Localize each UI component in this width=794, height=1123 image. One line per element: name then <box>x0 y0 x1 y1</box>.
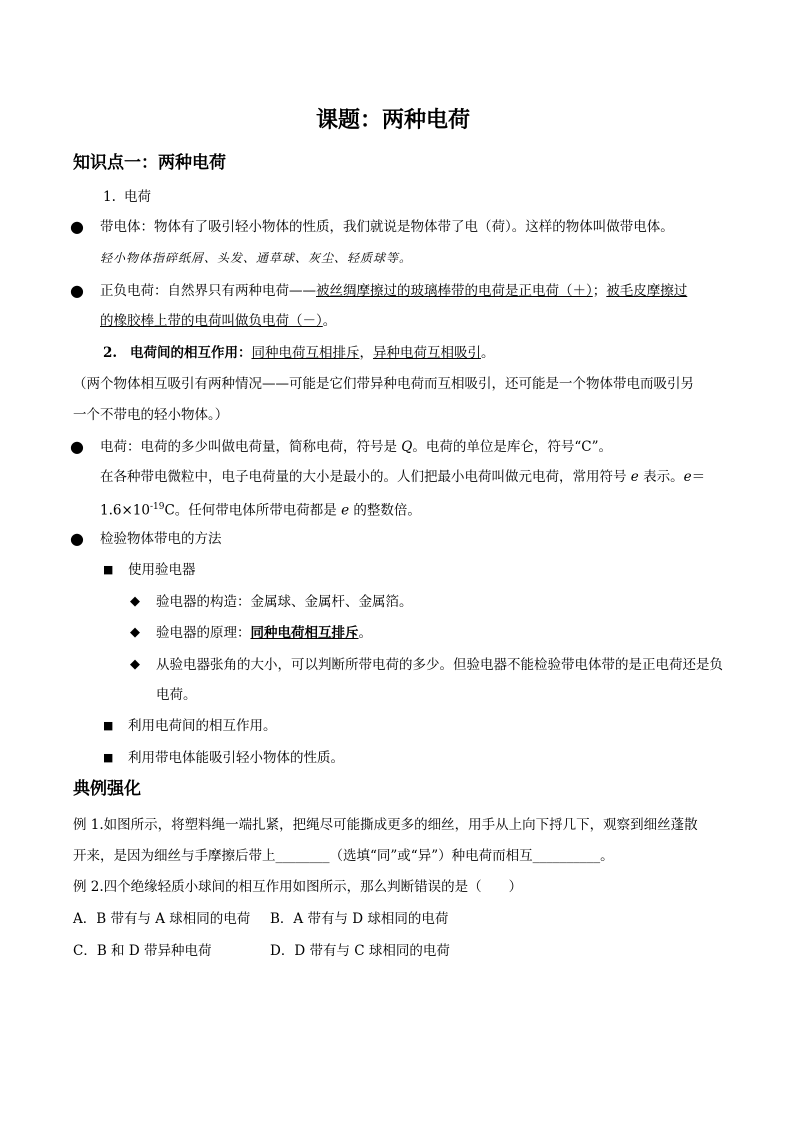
item2-line <box>103 343 494 363</box>
principle-value: 同种电荷相互排斥 <box>250 625 359 641</box>
charge-unit-text: 。电荷的单位是库仑，符号“C”。 <box>412 439 613 455</box>
pos-neg-positive: 被丝绸摩擦过的玻璃棒带的电荷是正电荷（＋） <box>316 283 593 299</box>
principle-label: 验电器的原理： <box>156 625 251 641</box>
example1-line2 <box>73 846 614 866</box>
bullet-diamond-icon: ◆ <box>130 625 140 640</box>
electroscope-structure: 验电器的构造：金属球、金属杆、金属箔。 <box>156 594 413 610</box>
pos-neg-negative-a: 被毛皮摩擦过 <box>606 283 688 299</box>
electroscope-angle-line1: 从验电器张角的大小，可以判断所带电荷的多少。但验电器不能检验带电体带的是正电荷还是负 <box>156 657 723 673</box>
detect-heading: 检验物体带电的方法 <box>100 531 222 547</box>
electroscope-principle <box>156 623 372 643</box>
charged-body-note: 轻小物体指碎纸屑、头发、通草球、灰尘、轻质球等。 <box>100 251 413 265</box>
bullet-square-icon: ■ <box>103 751 114 764</box>
elementary-charge-text: 在各种带电微粒中，电子电荷量的大小是最小的。人们把最小电荷叫做元电荷，常用符号 <box>100 469 631 485</box>
use-electroscope: 使用验电器 <box>128 562 196 578</box>
bullet-dot-icon: ● <box>70 217 84 236</box>
charge-amount-line1 <box>100 437 612 457</box>
example2-option-b[interactable]: B．A 带有与 D 球相同的电荷 <box>270 911 449 927</box>
bullet-dot-icon: ● <box>70 529 84 548</box>
bullet-diamond-icon: ◆ <box>130 657 140 672</box>
pos-neg-prefix: 正负电荷：自然界只有两种电荷—— <box>100 283 316 299</box>
charge-amount-line3 <box>100 497 421 521</box>
bullet-square-icon: ■ <box>103 719 114 732</box>
item2-number: 2. <box>103 345 118 361</box>
charge-amount-line2 <box>100 467 705 487</box>
use-interaction: 利用电荷间的相互作用。 <box>128 718 277 734</box>
item2-end: 。 <box>480 345 495 361</box>
use-attraction: 利用带电体能吸引轻小物体的性质。 <box>128 750 344 766</box>
electroscope-angle-line2: 电荷。 <box>156 687 197 703</box>
section-heading-knowledge: 知识点一：两种电荷 <box>73 153 226 173</box>
example2-stem: 例 2.四个绝缘轻质小球间的相互作用如图所示，那么判断错误的是（ ） <box>73 879 523 895</box>
charge-value: 1.6×10 <box>100 502 150 519</box>
principle-end: 。 <box>358 625 372 641</box>
integer-multiple-text: C。任何带电体所带电荷都是 <box>164 502 342 519</box>
paren-note-line1: （两个物体相互吸引有两种情况——可能是它们带异种电荷而互相吸引，还可能是一个物体带电而吸引另 <box>73 376 694 392</box>
example1-line1: 例 1.如图所示，将塑料绳一端扎紧，把绳尽可能撕成更多的细丝，用手从上向下捋几下，观察到细丝蓬散 <box>73 817 698 833</box>
equals-sign: ＝ <box>691 469 706 485</box>
paren-note-line2: 一个不带电的轻小物体。） <box>73 407 229 423</box>
section-heading-examples: 典例强化 <box>73 779 141 799</box>
example2-option-c[interactable]: C．B 和 D 带异种电荷 <box>73 943 212 959</box>
bullet-dot-icon: ● <box>70 281 84 300</box>
example1-text-c: 。 <box>600 848 614 864</box>
item1-label: 电荷 <box>124 189 151 205</box>
item1-number: 1. <box>103 189 116 205</box>
pos-neg-negative-b: 的橡胶棒上带的电荷叫做负电荷（－） <box>100 313 323 329</box>
example1-blank1[interactable]: ________ <box>275 848 330 864</box>
bullet-diamond-icon: ◆ <box>130 594 140 609</box>
example2-option-d[interactable]: D．D 带有与 C 球相同的电荷 <box>270 943 450 959</box>
represent-text: 表示。 <box>638 469 684 485</box>
pos-neg-line2 <box>100 311 336 331</box>
charged-body-text: 带电体：物体有了吸引轻小物体的性质，我们就说是物体带了电（荷）。这样的物体叫做带电体。 <box>100 219 674 235</box>
example1-text-b: （选填“同”或“异”）种电荷而相互 <box>329 848 533 864</box>
pos-neg-sep: ； <box>592 283 607 299</box>
charge-exponent: -19 <box>149 502 165 512</box>
pos-neg-end: 。 <box>322 313 337 329</box>
integer-multiple-end: 的整数倍。 <box>349 502 421 519</box>
bullet-dot-icon: ● <box>70 437 84 456</box>
item2-repel: 同种电荷互相排斥 <box>251 345 360 361</box>
pos-neg-line1 <box>100 281 687 301</box>
charge-amount-text: 电荷：电荷的多少叫做电荷量，简称电荷，符号是 <box>100 439 402 455</box>
symbol-q: Q <box>401 439 413 455</box>
item2-attract: 异种电荷互相吸引 <box>372 345 481 361</box>
item2-label: 电荷间的相互作用： <box>129 345 252 361</box>
bullet-square-icon: ■ <box>103 563 114 576</box>
page-title: 课题：两种电荷 <box>316 108 471 133</box>
example1-text-a: 开来，是因为细丝与手摩擦后带上 <box>73 848 276 864</box>
symbol-e: e <box>341 502 350 519</box>
symbol-e: e <box>630 469 639 485</box>
item2-sep: ， <box>359 345 373 361</box>
symbol-e: e <box>683 469 692 485</box>
example1-blank2[interactable]: __________ <box>532 848 601 864</box>
example2-option-a[interactable]: A．B 带有与 A 球相同的电荷 <box>73 911 251 927</box>
